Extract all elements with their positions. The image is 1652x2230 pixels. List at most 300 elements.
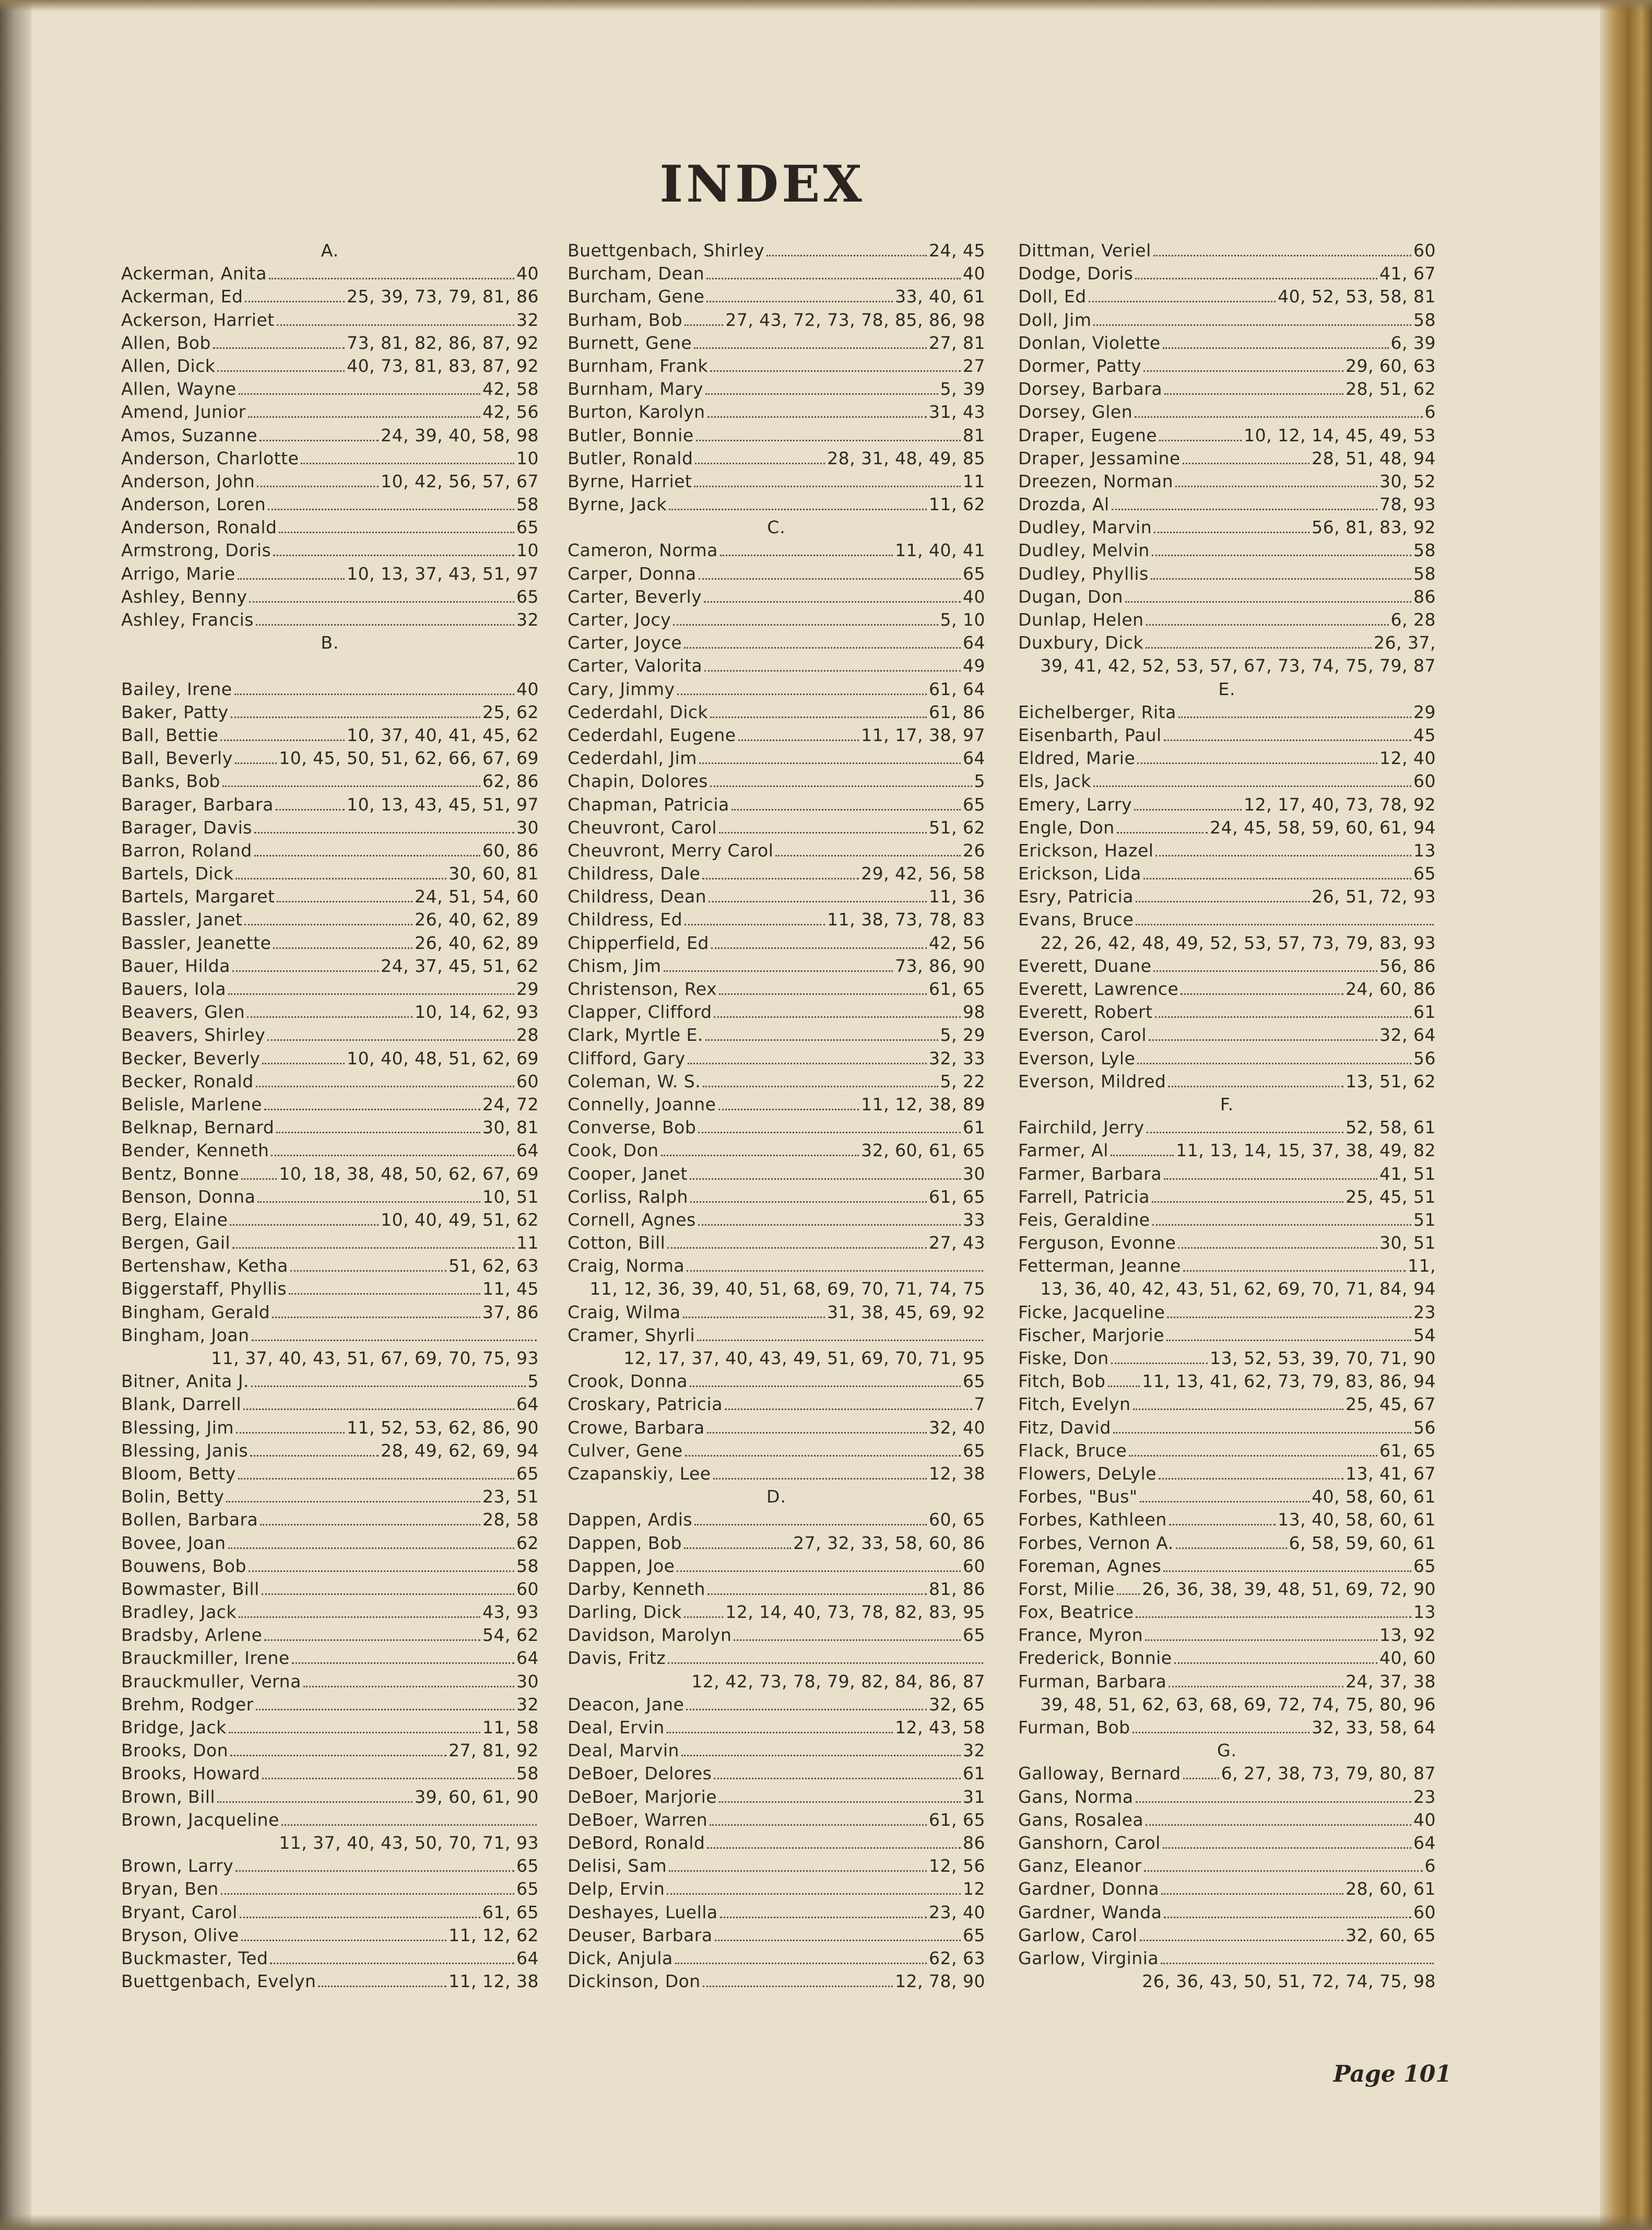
index-entry [121,470,539,493]
entry-pages: 11, 40, 41 [895,540,985,561]
entry-pages: 13, 40, 58, 60, 61 [1278,1509,1436,1530]
dot-leader [221,1881,514,1895]
entry-name: Dittman, Veriel [1018,240,1151,261]
entry-name: Gardner, Wanda [1018,1902,1162,1922]
index-entry [121,908,539,931]
entry-pages: 65 [516,586,539,607]
index-entry [1018,770,1436,793]
entry-name: Duxbury, Dick [1018,632,1144,653]
entry-pages: 60 [516,1578,539,1599]
index-entry [1018,1462,1436,1485]
entry-pages: 51 [1413,1209,1436,1230]
dot-leader [668,1650,983,1664]
index-entry [568,1186,985,1208]
entry-name: Barron, Roland [121,840,252,861]
entry-pages: 6, 27, 38, 73, 79, 80, 87 [1221,1763,1436,1784]
entry-name: Farrell, Patricia [1018,1186,1150,1207]
dot-leader [719,1789,961,1802]
dot-leader [1146,635,1372,649]
dot-leader [694,474,961,487]
index-entry [121,378,539,401]
entry-pages: 30, 52 [1379,471,1436,491]
entry-pages: 64 [1413,1832,1436,1853]
entry-pages: 24, 51, 54, 60 [415,886,539,907]
dot-leader [262,1766,514,1779]
index-entry [568,1254,985,1277]
index-entry [568,1208,985,1231]
dot-leader [695,451,825,464]
index-entry [568,701,985,724]
entry-pages: 60, 65 [929,1509,985,1530]
entry-name: Bryant, Carol [121,1902,238,1922]
index-entry [568,309,985,332]
entry-name: Everson, Lyle [1018,1048,1136,1069]
index-entry [121,1670,539,1693]
entry-name: Childress, Dean [568,886,707,907]
entry-name: Cramer, Shyrli [568,1324,695,1345]
entry-pages: 12, 40 [1379,748,1436,769]
dot-leader [230,1212,379,1226]
index-entry [1018,1809,1436,1832]
entry-pages: 10, 13, 43, 45, 51, 97 [347,794,539,815]
dot-leader [1136,1789,1411,1802]
index-entry [568,1532,985,1555]
dot-leader [1129,1443,1377,1457]
entry-pages: 24, 37, 38 [1346,1671,1436,1692]
entry-name: Bauers, Iola [121,979,227,999]
dot-leader [1146,612,1389,626]
dot-leader [731,796,961,810]
entry-pages: 65 [516,517,539,538]
dot-leader [1164,381,1343,395]
dot-leader [696,427,961,441]
entry-name: Everett, Lawrence [1018,979,1179,999]
entry-pages: 40 [516,678,539,699]
entry-pages: 64 [516,1394,539,1415]
dot-leader [707,404,927,418]
dot-leader [1167,1305,1411,1318]
entry-name: Brauckmuller, Verna [121,1671,301,1692]
index-entry [1018,1070,1436,1093]
dot-leader [1125,589,1411,603]
entry-name: DeBoer, Delores [568,1763,712,1784]
index-entry [568,493,985,516]
entry-name: Bartels, Dick [121,863,234,884]
index-entry [568,1001,985,1024]
dot-leader [698,1120,961,1133]
entry-pages: 42, 56 [929,932,985,953]
dot-leader [738,727,859,741]
entry-name: Erickson, Lida [1018,863,1141,884]
entry-name: Dick, Anjula [568,1947,673,1968]
entry-pages: 11, 37, 40, 43, 51, 67, 69, 70, 75, 93 [211,1348,539,1368]
entry-pages: 28 [516,1025,539,1046]
entry-pages: 65 [963,563,985,584]
entry-pages: 10, 51 [482,1186,539,1207]
dot-leader [1178,1235,1377,1249]
index-entry [1018,1163,1436,1186]
dot-leader [677,1558,961,1572]
entry-name: Gans, Norma [1018,1786,1134,1807]
index-entry [121,355,539,378]
index-entry [568,1578,985,1601]
entry-pages: 58 [1413,309,1436,330]
entry-name: Flack, Bruce [1018,1440,1127,1461]
index-entry [1018,747,1436,770]
dot-leader [1166,1328,1411,1341]
entry-name: Fitch, Bob [1018,1371,1106,1392]
dot-leader [234,681,514,695]
dot-leader [710,1812,927,1826]
index-entry [568,793,985,816]
entry-name: Anderson, Loren [121,494,266,515]
entry-pages: 56 [1413,1048,1436,1069]
index-entry [121,1024,539,1047]
entry-pages: 29 [516,979,539,999]
entry-pages: 11, 62 [929,494,985,515]
entry-pages: 30, 81 [482,1117,539,1138]
entry-pages: 11, 12, 36, 39, 40, 51, 68, 69, 70, 71, 74, 75 [589,1278,985,1299]
entry-pages: 39, 60, 61, 90 [415,1786,539,1807]
entry-pages: 65 [516,1879,539,1899]
entry-pages: 27, 43 [929,1233,985,1253]
entry-name: Fitch, Evelyn [1018,1394,1131,1415]
entry-pages: 65 [1413,1555,1436,1576]
dot-leader [290,1258,446,1272]
entry-name: Everson, Carol [1018,1025,1147,1046]
entry-name: Becker, Beverly [121,1048,261,1069]
dot-leader [241,1166,277,1179]
index-entry [121,1277,539,1300]
entry-name: Brooks, Howard [121,1763,261,1784]
dot-leader [675,1951,927,1964]
entry-name: Doll, Jim [1018,309,1092,330]
dot-leader [1089,289,1276,302]
index-entry [568,1970,985,1993]
index-entry [568,1139,985,1162]
index-entry [121,955,539,978]
entry-name: Forst, Milie [1018,1578,1115,1599]
index-entry [568,1947,985,1970]
index-entry [1018,401,1436,424]
dot-leader [715,1928,961,1941]
dot-leader [1136,912,1434,925]
index-entry [1018,1254,1436,1277]
dot-leader [1175,474,1377,487]
entry-pages: 81, 86 [929,1578,985,1599]
entry-name: Furman, Barbara [1018,1671,1167,1692]
dot-leader [1132,1720,1309,1733]
dot-leader [1168,1074,1343,1087]
dot-leader [1183,1766,1219,1779]
entry-pages: 58 [516,1763,539,1784]
entry-name: Dormer, Patty [1018,355,1142,376]
entry-name: Brown, Larry [121,1856,234,1876]
dot-leader [272,1305,480,1318]
dot-leader [1164,727,1411,741]
entry-pages: 13, 52, 53, 39, 70, 71, 90 [1210,1348,1436,1368]
entry-pages: 11, [1408,1255,1436,1276]
index-entry [1018,493,1436,516]
dot-leader [677,681,927,695]
index-entry [121,562,539,585]
dot-leader [262,1581,514,1595]
entry-name: Burnham, Mary [568,379,704,400]
index-entry [121,1924,539,1947]
dot-leader [235,1858,514,1872]
dot-leader [707,1581,927,1595]
entry-name: Bouwens, Bob [121,1555,246,1576]
entry-name: Clapper, Clifford [568,1002,712,1023]
entry-name: Ganshorn, Carol [1018,1832,1161,1853]
entry-pages: 64 [963,748,985,769]
dot-leader [710,358,961,372]
index-entry [121,1416,539,1439]
entry-name: Carper, Donna [568,563,697,584]
book-gutter [0,0,31,2230]
index-entry [568,285,985,308]
dot-leader [699,750,961,764]
index-entry [1018,955,1436,978]
index-entry [121,516,539,539]
index-entry [568,562,985,585]
index-entry [568,885,985,908]
index-entry [121,1163,539,1186]
dot-leader [1140,1928,1343,1941]
entry-name: Dorsey, Barbara [1018,379,1163,400]
entry-pages: 81 [963,425,985,445]
entry-pages: 12, 17, 40, 73, 78, 92 [1244,794,1436,815]
entry-pages: 32 [963,1740,985,1761]
entry-name: Bryan, Ben [121,1879,219,1899]
entry-pages: 13, 51, 62 [1346,1071,1436,1091]
index-entry [121,885,539,908]
index-entry [568,539,985,562]
entry-pages: 12, 42, 73, 78, 79, 82, 84, 86, 87 [691,1671,985,1692]
entry-pages: 49 [963,655,985,676]
entry-name: Brown, Bill [121,1786,216,1807]
index-entry [1018,1116,1436,1139]
index-entry [568,631,985,654]
index-entry [568,447,985,470]
dot-leader [217,358,345,372]
index-entry [568,608,985,631]
entry-name: Ackerman, Ed [121,286,243,307]
index-column-3 [1018,239,1436,1993]
index-entry [568,1324,985,1347]
dot-leader [734,1627,961,1641]
dot-leader [264,1627,480,1641]
index-entry [568,424,985,447]
dot-leader [228,1535,514,1548]
index-entry [568,1624,985,1647]
index-entry [568,1901,985,1924]
index-entry [1018,1762,1436,1785]
entry-name: Dudley, Phyllis [1018,563,1149,584]
entry-pages: 11, 12, 38 [449,1971,539,1992]
index-entry [1018,1578,1436,1601]
entry-pages: 41, 51 [1379,1163,1436,1184]
entry-name: Forbes, Vernon A. [1018,1532,1174,1553]
entry-name: Darling, Dick [568,1602,682,1623]
entry-pages: 64 [516,1947,539,1968]
entry-name: Beavers, Glen [121,1002,245,1023]
dot-leader [213,335,345,349]
index-entry [1018,1624,1436,1647]
dot-leader [1183,1258,1406,1272]
entry-pages: 65 [963,1924,985,1945]
entry-name: Chapin, Dolores [568,771,708,792]
entry-pages: 61 [963,1117,985,1138]
entry-name: Bailey, Irene [121,678,232,699]
entry-pages: 60 [963,1555,985,1576]
entry-pages: 13 [1413,1602,1436,1623]
entry-name: Bergen, Gail [121,1233,231,1253]
section-letter: E. [1218,678,1236,699]
index-entry [1018,1947,1436,1970]
entry-name: Dunlap, Helen [1018,609,1144,630]
dot-leader [697,1328,983,1341]
index-entry [121,1001,539,1024]
entry-pages: 26, 36, 43, 50, 51, 72, 74, 75, 98 [1142,1971,1436,1992]
entry-name: Childress, Dale [568,863,701,884]
entry-pages: 28, 60, 61 [1346,1879,1436,1899]
dot-leader [267,1027,514,1041]
dot-leader [1111,1143,1174,1156]
entry-pages: 10, 18, 38, 48, 50, 62, 67, 69 [279,1163,539,1184]
entry-name: Allen, Wayne [121,379,237,400]
dot-leader [268,497,514,510]
index-entry [121,724,539,747]
entry-pages: 26, 40, 62, 89 [415,932,539,953]
index-entry [121,401,539,424]
index-entry [121,1578,539,1601]
entry-pages: 23, 40 [929,1902,985,1922]
index-entry [121,1485,539,1508]
dot-leader [1143,866,1411,879]
dot-leader [681,1743,961,1756]
entry-pages: 25, 45, 67 [1346,1394,1436,1415]
index-entry [568,839,985,862]
entry-pages: 28, 58 [482,1509,539,1530]
entry-pages: 65 [516,1856,539,1876]
entry-name: Carter, Joyce [568,632,682,653]
entry-pages: 12, 56 [929,1856,985,1876]
entry-name: Burton, Karolyn [568,402,705,422]
entry-name: Brehm, Rodger [121,1694,254,1715]
entry-name: Ackerson, Harriet [121,309,275,330]
entry-name: Forbes, Kathleen [1018,1509,1167,1530]
entry-name: Brown, Jacqueline [121,1809,279,1830]
dot-leader [667,1720,893,1733]
dot-leader [709,889,927,902]
index-entry [1018,724,1436,747]
entry-name: Becker, Ronald [121,1071,254,1091]
dot-leader [664,958,893,972]
index-entry [121,1254,539,1277]
dot-leader [711,935,927,949]
dot-leader [1178,705,1411,718]
index-entry [1018,1670,1436,1693]
index-entry [121,1762,539,1785]
dot-leader [710,773,972,787]
entry-name: Armstrong, Doris [121,540,272,561]
section-letter: C. [767,517,786,538]
index-entry-continuation [121,1832,539,1855]
index-entry [1018,355,1436,378]
entry-name: Beavers, Shirley [121,1025,266,1046]
index-entry [121,585,539,608]
entry-name: Cameron, Norma [568,540,718,561]
index-entry [121,1786,539,1809]
entry-pages: 10, 42, 56, 57, 67 [381,471,539,491]
index-entry [1018,1208,1436,1231]
dot-leader [725,1396,972,1410]
dot-leader [1176,1535,1287,1548]
entry-name: Belisle, Marlene [121,1094,262,1114]
entry-name: Flowers, DeLyle [1018,1463,1157,1484]
dot-leader [667,1881,961,1895]
dot-leader [1181,981,1343,995]
entry-pages: 54, 62 [482,1625,539,1646]
entry-pages: 27, 32, 33, 58, 60, 86 [793,1532,985,1553]
dot-leader [1159,1466,1343,1480]
entry-pages: 39, 48, 51, 62, 63, 68, 69, 72, 74, 75, 80, 96 [1040,1694,1436,1715]
dot-leader [1137,750,1377,764]
entry-pages: 86 [1413,586,1436,607]
entry-pages: 28, 31, 48, 49, 85 [827,448,985,468]
dot-leader [1163,1558,1411,1572]
dot-leader [719,981,927,995]
entry-name: Cheuvront, Merry Carol [568,840,774,861]
index-entry [568,585,985,608]
dot-leader [1113,1419,1411,1433]
page-title: INDEX [659,155,865,214]
index-entry [1018,332,1436,355]
entry-name: Everson, Mildred [1018,1071,1166,1091]
entry-name: Anderson, Charlotte [121,448,299,468]
dot-leader [661,1143,859,1156]
index-entry [121,1439,539,1462]
entry-pages: 32, 65 [929,1694,985,1715]
index-entry [1018,1855,1436,1877]
entry-name: Barager, Davis [121,817,252,838]
index-entry [1018,1532,1436,1555]
entry-name: Chism, Jim [568,955,662,976]
index-entry [1018,1716,1436,1739]
entry-pages: 61, 65 [929,1809,985,1830]
entry-pages: 40 [516,263,539,284]
entry-pages: 31, 43 [929,402,985,422]
entry-name: Bassler, Jeanette [121,932,272,953]
entry-name: Farmer, Al [1018,1140,1108,1161]
dot-leader [273,935,412,949]
entry-pages: 64 [963,632,985,653]
entry-name: Dappen, Ardis [568,1509,693,1530]
entry-name: Cederdahl, Jim [568,748,697,769]
entry-name: Crook, Donna [568,1371,688,1392]
entry-name: Croskary, Patricia [568,1394,723,1415]
entry-name: Arrigo, Marie [121,563,235,584]
entry-pages: 26, 36, 38, 39, 48, 51, 69, 72, 90 [1142,1578,1436,1599]
entry-pages: 12, 38 [929,1463,985,1484]
entry-name: Anderson, Ronald [121,517,277,538]
index-entry [568,470,985,493]
dot-leader [775,843,961,856]
entry-pages: 42, 56 [482,402,539,422]
entry-pages: 62, 63 [929,1947,985,1968]
index-entry [121,1970,539,1993]
